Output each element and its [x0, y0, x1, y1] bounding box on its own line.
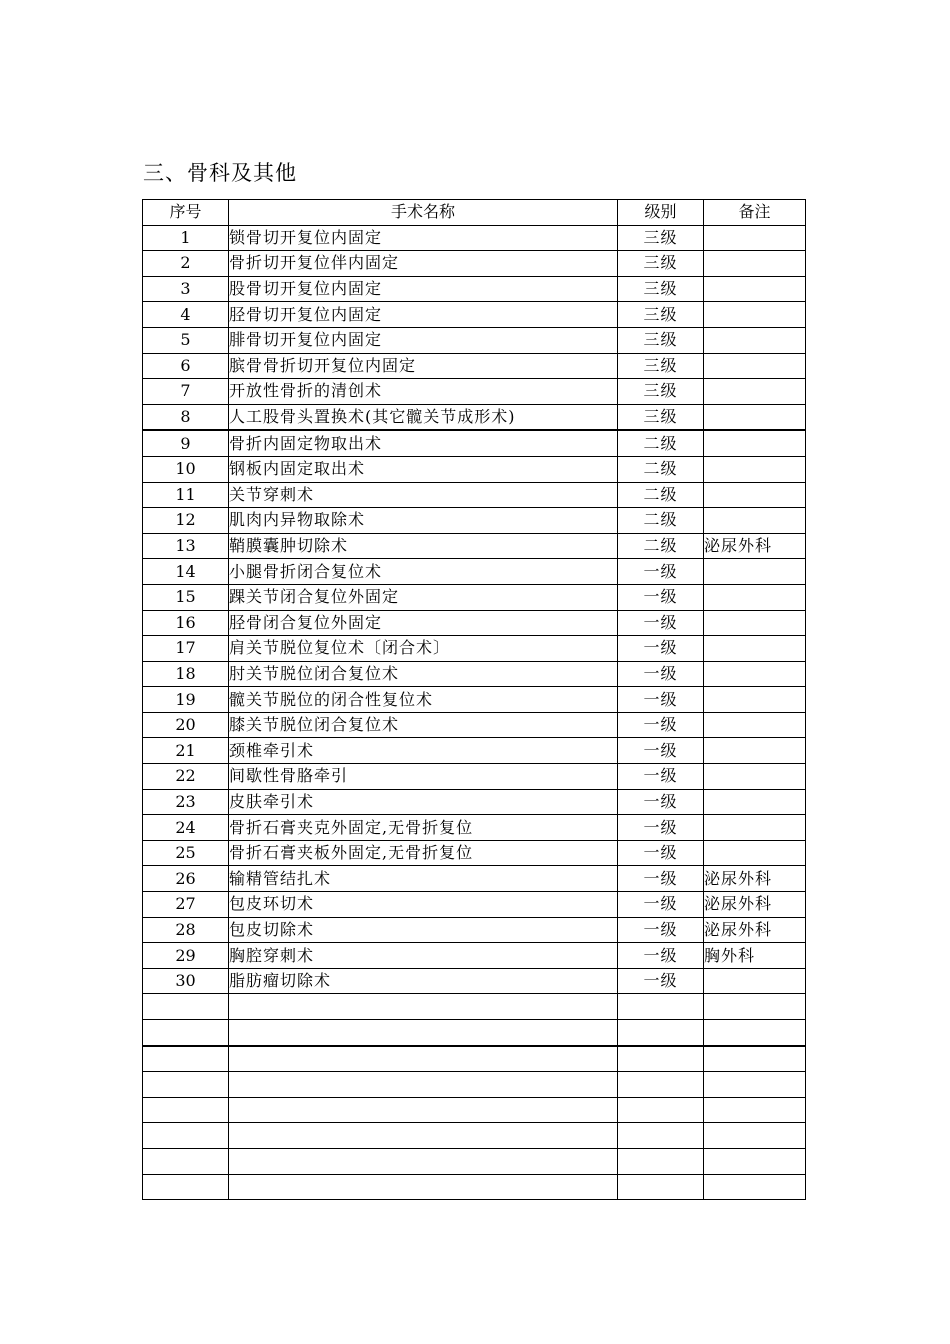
- table-row: [143, 404, 806, 430]
- cell-no: 24: [143, 815, 229, 841]
- cell-note: 泌尿外科: [704, 917, 806, 943]
- cell-no: 29: [143, 943, 229, 969]
- cell-level: 三级: [618, 379, 704, 405]
- table-row: [143, 533, 806, 559]
- cell-level: 一级: [618, 789, 704, 815]
- table-row: [143, 225, 806, 251]
- cell-no: 25: [143, 840, 229, 866]
- table-row: [143, 943, 806, 969]
- cell-name: 踝关节闭合复位外固定: [229, 584, 618, 610]
- cell-name: 钢板内固定取出术: [229, 456, 618, 482]
- table-row: [143, 968, 806, 994]
- cell-no: 10: [143, 456, 229, 482]
- table-row: [143, 815, 806, 841]
- cell-name: 胸腔穿刺术: [229, 943, 618, 969]
- cell-note: [704, 1072, 806, 1098]
- cell-no: 5: [143, 327, 229, 353]
- cell-note: [704, 840, 806, 866]
- table-row: [143, 1072, 806, 1098]
- cell-note: [704, 225, 806, 251]
- surgery-table: [142, 199, 806, 1200]
- cell-no: 18: [143, 661, 229, 687]
- cell-name: 肩关节脱位复位术〔闭合术〕: [229, 636, 618, 662]
- cell-no: [143, 1072, 229, 1098]
- cell-note: [704, 738, 806, 764]
- section-title: 三、骨科及其他: [143, 161, 297, 185]
- cell-name: 输精管结扎术: [229, 866, 618, 892]
- cell-level: 一级: [618, 892, 704, 918]
- header-level: 级别: [618, 200, 704, 226]
- cell-level: [618, 1046, 704, 1072]
- cell-note: [704, 508, 806, 534]
- table-row: [143, 1046, 806, 1072]
- cell-no: 26: [143, 866, 229, 892]
- table-row: [143, 917, 806, 943]
- cell-note: [704, 636, 806, 662]
- cell-level: 三级: [618, 251, 704, 277]
- cell-note: [704, 1046, 806, 1072]
- cell-no: 23: [143, 789, 229, 815]
- cell-no: [143, 1123, 229, 1149]
- cell-name: 锁骨切开复位内固定: [229, 225, 618, 251]
- table-row: [143, 1097, 806, 1123]
- cell-name: 间歇性骨胳牵引: [229, 764, 618, 790]
- table-row: [143, 1123, 806, 1149]
- cell-name: 脂肪瘤切除术: [229, 968, 618, 994]
- cell-level: 一级: [618, 866, 704, 892]
- cell-no: 12: [143, 508, 229, 534]
- cell-level: 一级: [618, 636, 704, 662]
- cell-no: 8: [143, 404, 229, 430]
- cell-name: 骨折石膏夹板外固定,无骨折复位: [229, 840, 618, 866]
- table-row: [143, 636, 806, 662]
- cell-note: [704, 712, 806, 738]
- cell-no: 16: [143, 610, 229, 636]
- cell-note: [704, 815, 806, 841]
- cell-note: [704, 584, 806, 610]
- table-row: [143, 508, 806, 534]
- cell-name: 关节穿刺术: [229, 482, 618, 508]
- cell-level: 一级: [618, 815, 704, 841]
- cell-name: [229, 1020, 618, 1046]
- cell-no: 2: [143, 251, 229, 277]
- cell-no: 15: [143, 584, 229, 610]
- cell-name: [229, 994, 618, 1020]
- table-row: [143, 353, 806, 379]
- cell-note: [704, 1020, 806, 1046]
- cell-note: [704, 404, 806, 430]
- cell-note: [704, 430, 806, 456]
- cell-level: 一级: [618, 559, 704, 585]
- cell-note: [704, 327, 806, 353]
- cell-name: 胫骨切开复位内固定: [229, 302, 618, 328]
- cell-name: 骨折石膏夹克外固定,无骨折复位: [229, 815, 618, 841]
- cell-note: [704, 1148, 806, 1174]
- cell-name: 肌肉内异物取除术: [229, 508, 618, 534]
- table-row: [143, 327, 806, 353]
- cell-name: 膑骨骨折切开复位内固定: [229, 353, 618, 379]
- cell-no: [143, 1020, 229, 1046]
- table-row: [143, 866, 806, 892]
- cell-level: 一级: [618, 687, 704, 713]
- table-body: [143, 225, 806, 1200]
- cell-name: 骨折切开复位伴内固定: [229, 251, 618, 277]
- cell-note: [704, 379, 806, 405]
- cell-name: 鞘膜囊肿切除术: [229, 533, 618, 559]
- cell-name: 肘关节脱位闭合复位术: [229, 661, 618, 687]
- cell-note: [704, 789, 806, 815]
- cell-level: 一级: [618, 712, 704, 738]
- cell-level: 二级: [618, 533, 704, 559]
- cell-no: 9: [143, 430, 229, 456]
- cell-name: 皮肤牵引术: [229, 789, 618, 815]
- cell-name: [229, 1148, 618, 1174]
- cell-level: 一级: [618, 917, 704, 943]
- table-row: [143, 764, 806, 790]
- cell-no: 28: [143, 917, 229, 943]
- cell-level: 三级: [618, 404, 704, 430]
- cell-level: 三级: [618, 225, 704, 251]
- cell-name: 腓骨切开复位内固定: [229, 327, 618, 353]
- cell-name: [229, 1097, 618, 1123]
- cell-level: [618, 1174, 704, 1200]
- cell-level: 一级: [618, 764, 704, 790]
- cell-note: [704, 276, 806, 302]
- cell-level: 一级: [618, 943, 704, 969]
- cell-no: 27: [143, 892, 229, 918]
- cell-level: 三级: [618, 353, 704, 379]
- cell-note: [704, 968, 806, 994]
- cell-name: 颈椎牵引术: [229, 738, 618, 764]
- cell-level: 二级: [618, 508, 704, 534]
- table-row: [143, 610, 806, 636]
- cell-level: 一级: [618, 661, 704, 687]
- table-row: [143, 1020, 806, 1046]
- table-row: [143, 687, 806, 713]
- cell-no: 14: [143, 559, 229, 585]
- cell-no: [143, 1174, 229, 1200]
- cell-name: [229, 1046, 618, 1072]
- cell-no: [143, 1148, 229, 1174]
- table-row: [143, 302, 806, 328]
- cell-no: 7: [143, 379, 229, 405]
- cell-note: [704, 1097, 806, 1123]
- cell-note: [704, 1123, 806, 1149]
- cell-name: 人工股骨头置换术(其它髋关节成形术): [229, 404, 618, 430]
- cell-level: 二级: [618, 482, 704, 508]
- table-row: [143, 1148, 806, 1174]
- cell-level: 二级: [618, 430, 704, 456]
- cell-note: [704, 687, 806, 713]
- cell-name: 股骨切开复位内固定: [229, 276, 618, 302]
- cell-no: 20: [143, 712, 229, 738]
- cell-name: 开放性骨折的清创术: [229, 379, 618, 405]
- cell-level: [618, 1148, 704, 1174]
- cell-level: [618, 1123, 704, 1149]
- cell-note: 胸外科: [704, 943, 806, 969]
- cell-name: [229, 1123, 618, 1149]
- table-row: [143, 892, 806, 918]
- cell-level: [618, 1020, 704, 1046]
- cell-level: 一级: [618, 584, 704, 610]
- cell-level: 一级: [618, 738, 704, 764]
- table-row: [143, 994, 806, 1020]
- table-row: [143, 379, 806, 405]
- cell-note: [704, 302, 806, 328]
- cell-name: 骨折内固定物取出术: [229, 430, 618, 456]
- cell-level: [618, 1072, 704, 1098]
- cell-name: 膝关节脱位闭合复位术: [229, 712, 618, 738]
- cell-note: [704, 251, 806, 277]
- cell-no: 17: [143, 636, 229, 662]
- table-row: [143, 559, 806, 585]
- cell-note: [704, 456, 806, 482]
- table-row: [143, 276, 806, 302]
- table-row: [143, 482, 806, 508]
- cell-note: [704, 610, 806, 636]
- cell-note: 泌尿外科: [704, 866, 806, 892]
- cell-note: [704, 764, 806, 790]
- header-name: 手术名称: [229, 200, 618, 226]
- cell-no: 30: [143, 968, 229, 994]
- table-row: [143, 840, 806, 866]
- cell-level: 三级: [618, 276, 704, 302]
- cell-no: [143, 994, 229, 1020]
- table-row: [143, 661, 806, 687]
- cell-note: 泌尿外科: [704, 892, 806, 918]
- cell-level: 三级: [618, 327, 704, 353]
- table-row: [143, 1174, 806, 1200]
- header-no: 序号: [143, 200, 229, 226]
- cell-note: [704, 559, 806, 585]
- cell-no: 6: [143, 353, 229, 379]
- cell-level: 三级: [618, 302, 704, 328]
- cell-level: [618, 994, 704, 1020]
- cell-note: [704, 661, 806, 687]
- cell-no: 3: [143, 276, 229, 302]
- cell-note: [704, 482, 806, 508]
- cell-name: 胫骨闭合复位外固定: [229, 610, 618, 636]
- cell-name: 包皮环切术: [229, 892, 618, 918]
- cell-note: [704, 1174, 806, 1200]
- cell-note: [704, 353, 806, 379]
- cell-no: 21: [143, 738, 229, 764]
- cell-note: [704, 994, 806, 1020]
- cell-no: 4: [143, 302, 229, 328]
- cell-no: 11: [143, 482, 229, 508]
- cell-level: 一级: [618, 968, 704, 994]
- cell-name: 髋关节脱位的闭合性复位术: [229, 687, 618, 713]
- cell-no: 1: [143, 225, 229, 251]
- header-note: 备注: [704, 200, 806, 226]
- cell-name: 包皮切除术: [229, 917, 618, 943]
- table-row: [143, 430, 806, 456]
- table-row: [143, 584, 806, 610]
- cell-level: 二级: [618, 456, 704, 482]
- table-row: [143, 712, 806, 738]
- table-header-row: [143, 200, 806, 226]
- table-row: [143, 456, 806, 482]
- table-row: [143, 789, 806, 815]
- cell-level: [618, 1097, 704, 1123]
- cell-note: 泌尿外科: [704, 533, 806, 559]
- table-row: [143, 738, 806, 764]
- cell-no: 19: [143, 687, 229, 713]
- cell-name: 小腿骨折闭合复位术: [229, 559, 618, 585]
- cell-no: [143, 1097, 229, 1123]
- cell-no: 13: [143, 533, 229, 559]
- cell-level: 一级: [618, 610, 704, 636]
- cell-no: 22: [143, 764, 229, 790]
- cell-name: [229, 1174, 618, 1200]
- cell-name: [229, 1072, 618, 1098]
- table-row: [143, 251, 806, 277]
- cell-no: [143, 1046, 229, 1072]
- cell-level: 一级: [618, 840, 704, 866]
